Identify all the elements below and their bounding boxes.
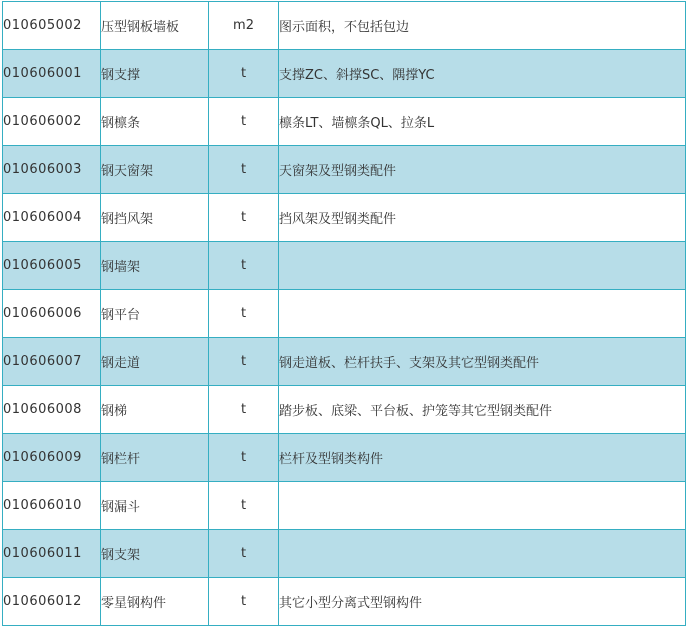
table-row <box>3 242 686 290</box>
table-row <box>3 98 686 146</box>
cell-unit: t <box>209 194 279 242</box>
cell-description: 栏杆及型钢类构件 <box>279 434 686 482</box>
cell-name: 钢漏斗 <box>101 482 209 530</box>
table-row <box>3 146 686 194</box>
cell-code: 010606011 <box>3 530 101 578</box>
cell-code: 010606001 <box>3 50 101 98</box>
cell-code: 010606006 <box>3 290 101 338</box>
cell-unit: m2 <box>209 2 279 50</box>
cell-code: 010606005 <box>3 242 101 290</box>
cell-unit: t <box>209 242 279 290</box>
cell-description <box>279 242 686 290</box>
table-row <box>3 530 686 578</box>
cell-code: 010606012 <box>3 578 101 626</box>
cell-unit: t <box>209 146 279 194</box>
table-row <box>3 290 686 338</box>
cell-name: 钢墙架 <box>101 242 209 290</box>
cell-name: 钢栏杆 <box>101 434 209 482</box>
cell-name: 钢挡风架 <box>101 194 209 242</box>
cell-description: 图示面积，不包括包边 <box>279 2 686 50</box>
cell-description: 檩条LT、墙檩条QL、拉条L <box>279 98 686 146</box>
cell-name: 压型钢板墙板 <box>101 2 209 50</box>
spec-item-table <box>2 1 686 626</box>
cell-description: 钢走道板、栏杆扶手、支架及其它型钢类配件 <box>279 338 686 386</box>
table-row <box>3 338 686 386</box>
cell-unit: t <box>209 434 279 482</box>
cell-description: 挡风架及型钢类配件 <box>279 194 686 242</box>
table-row <box>3 2 686 50</box>
cell-unit: t <box>209 338 279 386</box>
table-row <box>3 434 686 482</box>
cell-name: 钢平台 <box>101 290 209 338</box>
cell-unit: t <box>209 50 279 98</box>
cell-code: 010606008 <box>3 386 101 434</box>
cell-name: 钢梯 <box>101 386 209 434</box>
cell-description: 天窗架及型钢类配件 <box>279 146 686 194</box>
table-row <box>3 194 686 242</box>
cell-code: 010605002 <box>3 2 101 50</box>
cell-description: 踏步板、底梁、平台板、护笼等其它型钢类配件 <box>279 386 686 434</box>
cell-code: 010606009 <box>3 434 101 482</box>
cell-name: 钢支架 <box>101 530 209 578</box>
cell-name: 钢支撑 <box>101 50 209 98</box>
cell-description <box>279 530 686 578</box>
cell-code: 010606003 <box>3 146 101 194</box>
spec-table-body <box>3 2 686 626</box>
cell-description <box>279 482 686 530</box>
cell-unit: t <box>209 290 279 338</box>
cell-name: 钢走道 <box>101 338 209 386</box>
cell-code: 010606010 <box>3 482 101 530</box>
cell-name: 零星钢构件 <box>101 578 209 626</box>
cell-code: 010606004 <box>3 194 101 242</box>
table-row <box>3 50 686 98</box>
cell-code: 010606007 <box>3 338 101 386</box>
cell-description: 其它小型分离式型钢构件 <box>279 578 686 626</box>
cell-unit: t <box>209 482 279 530</box>
cell-description <box>279 290 686 338</box>
table-row <box>3 482 686 530</box>
cell-unit: t <box>209 386 279 434</box>
cell-name: 钢檩条 <box>101 98 209 146</box>
cell-description: 支撑ZC、斜撑SC、隅撑YC <box>279 50 686 98</box>
cell-code: 010606002 <box>3 98 101 146</box>
cell-unit: t <box>209 578 279 626</box>
cell-name: 钢天窗架 <box>101 146 209 194</box>
table-row <box>3 578 686 626</box>
cell-unit: t <box>209 98 279 146</box>
table-row <box>3 386 686 434</box>
cell-unit: t <box>209 530 279 578</box>
